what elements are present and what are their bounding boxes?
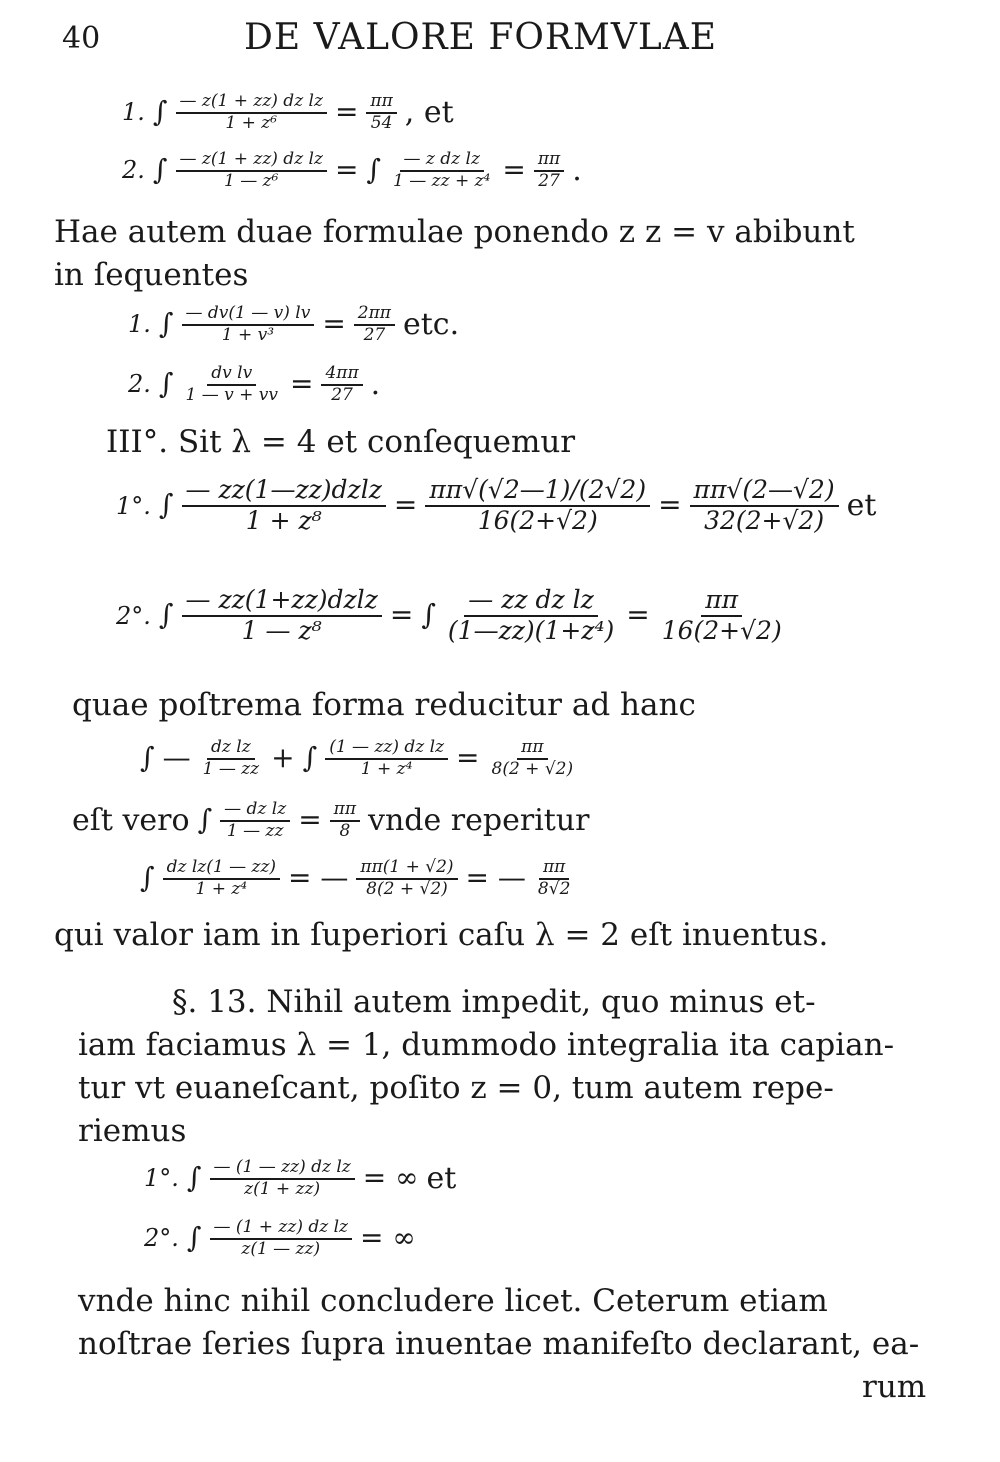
- equation-d3: [140, 858, 574, 899]
- denominator: 27: [331, 384, 353, 405]
- plus-sign: +: [271, 741, 295, 775]
- equation-label: 1°.: [144, 1164, 179, 1193]
- equals-minus: = —: [465, 861, 526, 895]
- denominator: 1 + z⁴: [360, 758, 413, 779]
- numerator: ππ: [517, 738, 547, 760]
- paragraph-1-line-2: in ſequentes: [54, 257, 249, 293]
- equals-sign: =: [389, 598, 414, 632]
- numerator: 2ππ: [354, 304, 395, 326]
- fraction: [182, 476, 386, 536]
- equation-label: 1°.: [116, 491, 151, 520]
- denominator: 27: [538, 170, 560, 191]
- integral-sign: ∫: [186, 1221, 202, 1255]
- equals-infinity: = ∞: [362, 1161, 419, 1195]
- denominator: z(1 + zz): [244, 1178, 321, 1199]
- equation-a1: [122, 92, 454, 133]
- numerator: ππ√(√2—1)/(2√2): [425, 476, 650, 507]
- numerator: ππ: [701, 586, 742, 617]
- equals-sign: =: [334, 153, 359, 187]
- integral-sign: ∫: [186, 1161, 202, 1195]
- denominator: 1 + v³: [221, 324, 275, 345]
- suffix-text: vnde reperitur: [368, 803, 590, 839]
- denominator: 16(2+√2): [661, 615, 782, 645]
- fraction: [210, 1218, 353, 1259]
- fraction: [690, 476, 839, 536]
- result-fraction: [366, 92, 396, 133]
- fraction: [325, 738, 448, 779]
- equals-minus: = —: [288, 861, 349, 895]
- equals-sign: =: [334, 95, 359, 129]
- equals-sign: =: [393, 488, 418, 522]
- result-fraction: [354, 304, 395, 345]
- numerator: — zz(1+zz)dzlz: [182, 586, 382, 617]
- denominator: 1 + z⁴: [195, 878, 248, 899]
- equals-sign: =: [502, 153, 526, 187]
- trailing-text: etc.: [402, 307, 460, 343]
- equals-infinity: = ∞: [360, 1221, 416, 1255]
- denominator: 1 — zz + z⁴: [393, 170, 491, 191]
- fraction: [176, 92, 327, 133]
- denominator: 1 — zz: [202, 758, 260, 779]
- integral-sign: ∫: [366, 153, 382, 187]
- equation-label: 1.: [128, 310, 151, 339]
- denominator: 8: [339, 820, 351, 841]
- paragraph-4-line-3: rum: [862, 1369, 927, 1405]
- equals-sign: =: [626, 598, 650, 632]
- numerator: — dv(1 — v) lv: [182, 304, 315, 326]
- equals-sign: =: [290, 367, 314, 401]
- fraction: [356, 858, 457, 899]
- numerator: 4ππ: [321, 364, 362, 386]
- equation-label: 2°.: [116, 601, 151, 630]
- denominator: 32(2+√2): [704, 505, 825, 535]
- denominator: 1 + z⁸: [245, 505, 322, 535]
- integral-sign: ∫: [197, 803, 213, 837]
- fraction: [182, 364, 283, 405]
- equals-sign: =: [658, 488, 682, 522]
- result-fraction: [534, 858, 574, 899]
- section-13-line-2: iam faciamus λ = 1, dummodo integralia ita capian-: [78, 1027, 895, 1063]
- numerator: — zz dz lz: [464, 586, 598, 617]
- numerator: dz lz: [207, 738, 255, 760]
- equals-sign: =: [456, 741, 480, 775]
- paragraph-1-line-1: Hae autem duae formulae ponendo z z = v abibunt: [54, 214, 855, 250]
- equation-label: 2°.: [144, 1224, 179, 1253]
- numerator: ππ(1 + √2): [356, 858, 457, 880]
- page-header: [62, 22, 100, 55]
- prefix-text: eſt vero: [72, 803, 190, 839]
- fraction: [220, 800, 290, 841]
- numerator: ππ: [534, 150, 564, 172]
- minus-sign: —: [162, 741, 191, 775]
- section-13-line-4: riemus: [78, 1113, 187, 1149]
- numerator: ππ: [539, 858, 569, 880]
- equation-e1: [144, 1158, 456, 1199]
- integral-sign: ∫: [302, 741, 318, 775]
- trailing-text: .: [370, 367, 381, 403]
- equation-b1: [128, 304, 459, 345]
- fraction: [658, 586, 786, 646]
- denominator: 8(2 + √2): [491, 758, 574, 779]
- denominator: (1—zz)(1+z⁴): [447, 615, 615, 645]
- numerator: — zz(1—zz)dzlz: [182, 476, 386, 507]
- denominator: 16(2+√2): [477, 505, 598, 535]
- numerator: — dz lz: [220, 800, 290, 822]
- equation-label: 2.: [122, 156, 145, 185]
- equals-sign: =: [298, 803, 322, 837]
- paragraph-4-line-1: vnde hinc nihil concludere licet. Ceterum etiam: [78, 1283, 828, 1319]
- section-13-line-1: §. 13. Nihil autem impedit, quo minus et-: [172, 984, 816, 1020]
- result-fraction: [488, 738, 578, 779]
- equation-label: 2.: [128, 370, 151, 399]
- fraction: [199, 738, 264, 779]
- numerator: — (1 + zz) dz lz: [210, 1218, 353, 1240]
- denominator: z(1 — zz): [241, 1238, 321, 1259]
- denominator: 1 — v + vv: [185, 384, 278, 405]
- equation-d2: [72, 800, 590, 841]
- section-13-line-3: tur vt euaneſcant, poſito z = 0, tum autem repe-: [78, 1070, 834, 1106]
- denominator: 1 — zz: [226, 820, 284, 841]
- fraction: [176, 150, 327, 191]
- integral-sign: ∫: [140, 861, 155, 895]
- denominator: 8(2 + √2): [366, 878, 448, 899]
- equation-c2: [116, 586, 786, 646]
- page-number: 40: [62, 21, 101, 56]
- denominator: 1 + z⁶: [225, 112, 278, 133]
- paragraph-3: qui valor iam in ſuperiori caſu λ = 2 eſt inuentus.: [54, 917, 829, 953]
- paragraph-2: quae poſtrema forma reducitur ad hanc: [72, 687, 696, 723]
- equation-d1: [140, 738, 577, 779]
- denominator: 1 — z⁶: [224, 170, 279, 191]
- paragraph-4-line-2: noſtrae ſeries ſupra inuentae manifeſto declarant, ea-: [78, 1326, 920, 1362]
- running-title-wrap: [244, 18, 717, 58]
- trailing-text: .: [572, 153, 582, 189]
- equation-label: 1.: [122, 98, 145, 127]
- integral-sign: ∫: [158, 307, 174, 341]
- numerator: ππ: [366, 92, 396, 114]
- equation-b2: [128, 364, 380, 405]
- fraction: [182, 304, 315, 345]
- denominator: 27: [363, 324, 386, 345]
- integral-sign: ∫: [152, 153, 168, 187]
- trailing-text: et: [426, 1161, 457, 1197]
- numerator: ππ√(2—√2): [690, 476, 839, 507]
- fraction: [163, 858, 280, 899]
- numerator: — (1 — zz) dz lz: [210, 1158, 355, 1180]
- equation-e2: [144, 1218, 416, 1259]
- denominator: 1 — z⁸: [241, 615, 322, 645]
- numerator: (1 — zz) dz lz: [325, 738, 448, 760]
- denominator: 8√2: [537, 878, 571, 899]
- section-3-heading: III°. Sit λ = 4 et conſequemur: [106, 424, 576, 460]
- numerator: dz lz(1 — zz): [163, 858, 280, 880]
- result-fraction: [534, 150, 564, 191]
- result-fraction: [330, 800, 360, 841]
- numerator: — z(1 + zz) dz lz: [176, 150, 327, 172]
- running-title: DE VALORE FORMVLAE: [244, 17, 718, 58]
- trailing-text: , et: [404, 95, 454, 131]
- integral-sign: ∫: [158, 367, 174, 401]
- fraction: [182, 586, 382, 646]
- numerator: ππ: [330, 800, 360, 822]
- numerator: dv lv: [207, 364, 256, 386]
- fraction: [389, 150, 494, 191]
- trailing-text: et: [846, 488, 877, 524]
- equation-c1: [116, 476, 876, 536]
- result-fraction: [321, 364, 362, 405]
- fraction: [425, 476, 650, 536]
- equals-sign: =: [322, 307, 346, 341]
- equation-a2: [122, 150, 582, 191]
- integral-sign: ∫: [158, 488, 174, 522]
- integral-sign: ∫: [421, 598, 436, 632]
- numerator: — z(1 + zz) dz lz: [176, 92, 327, 114]
- integral-sign: ∫: [140, 741, 155, 775]
- numerator: — z dz lz: [400, 150, 484, 172]
- fraction: [444, 586, 618, 646]
- fraction: [210, 1158, 355, 1199]
- integral-sign: ∫: [152, 95, 168, 129]
- integral-sign: ∫: [158, 598, 174, 632]
- denominator: 54: [370, 112, 393, 133]
